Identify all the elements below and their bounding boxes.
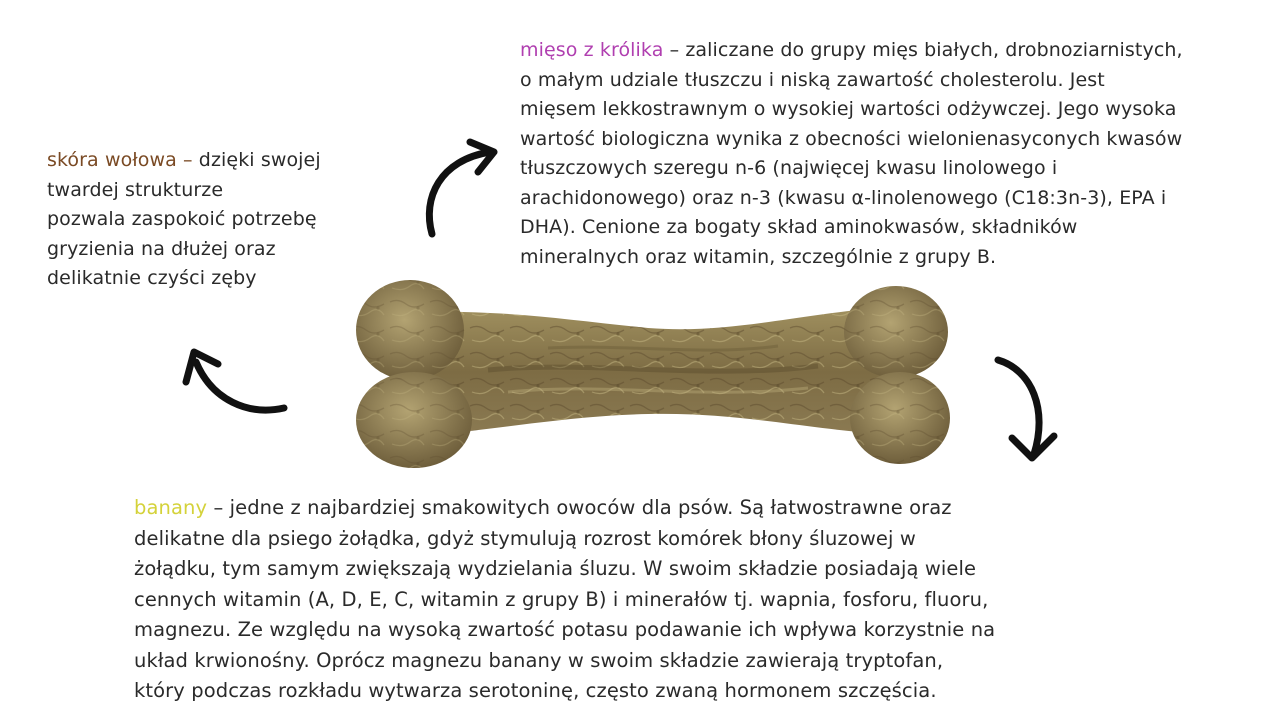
- rabbit-text-7: mineralnych oraz witamin, szczególnie z grupy B.: [520, 245, 997, 268]
- bone-image: [348, 270, 958, 475]
- rabbit-text-5: arachidonowego) oraz n-3 (kwasu α-linolenowego (C18:3n-3), EPA i: [520, 186, 1167, 209]
- rabbit-text-3: wartość biologiczna wynika z obecności wielonienasyconych kwasów: [520, 127, 1183, 150]
- banana-text-1: delikatne dla psiego żołądka, gdyż stymulują rozrost komórek błony śluzowej w: [134, 526, 916, 550]
- curved-arrow-up-right-icon: [418, 138, 504, 242]
- banana-text-5: układ krwionośny. Oprócz magnezu banany w swoim składzie zawierają tryptofan,: [134, 648, 944, 672]
- banana-text-3: cennych witamin (A, D, E, C, witamin z grupy B) i minerałów tj. wapnia, fosforu, fluoru,: [134, 587, 989, 611]
- skin-description: [47, 146, 321, 294]
- rabbit-text-0: – zaliczane do grupy mięs białych, drobnoziarnistych,: [663, 39, 1183, 61]
- rabbit-text-1: o małym udziale tłuszczu i niską zawartość cholesterolu. Jest: [520, 68, 1105, 91]
- banana-text-6: który podczas rozkładu wytwarza serotoninę, często zwaną hormonem szczęścia.: [134, 679, 937, 702]
- rabbit-description: [520, 36, 1183, 272]
- banana-text-2: żołądku, tym samym zwiększają wydzielania śluzu. W swoim składzie posiadają wiele: [134, 557, 977, 580]
- rabbit-text-2: mięsem lekkostrawnym o wysokiej wartości odżywczej. Jego wysoka: [520, 98, 1177, 120]
- pressed-bone-illustration: [348, 270, 958, 475]
- banana-text-4: magnezu. Ze względu na wysoką zwartość potasu podawanie ich wpływa korzystnie na: [134, 618, 996, 641]
- banana-description: [134, 493, 995, 707]
- skin-text-4: delikatnie czyści zęby: [47, 267, 257, 289]
- curved-arrow-down-icon: [986, 350, 1070, 468]
- skin-line-0: [47, 146, 321, 176]
- banana-heading: banany: [134, 496, 208, 519]
- skin-text-0: dzięki swojej: [192, 149, 321, 171]
- banana-text-0: – jedne z najbardziej smakowitych owoców dla psów. Są łatwostrawne oraz: [207, 496, 952, 519]
- rabbit-heading: mięso z królika: [520, 39, 664, 61]
- curved-arrow-up-left-icon: [178, 340, 294, 424]
- rabbit-text-6: DHA). Cenione za bogaty skład aminokwasów, składników: [520, 216, 1078, 238]
- rabbit-line-0: [520, 36, 1183, 66]
- skin-heading: skóra wołowa –: [47, 149, 193, 171]
- skin-text-2: pozwala zaspokoić potrzebę: [47, 208, 317, 230]
- skin-text-3: gryzienia na dłużej oraz: [47, 237, 276, 260]
- rabbit-text-4: tłuszczowych szeregu n-6 (najwięcej kwasu linolowego i: [520, 157, 1058, 179]
- skin-text-1: twardej strukturze: [47, 178, 224, 201]
- banana-line-0: [134, 493, 995, 524]
